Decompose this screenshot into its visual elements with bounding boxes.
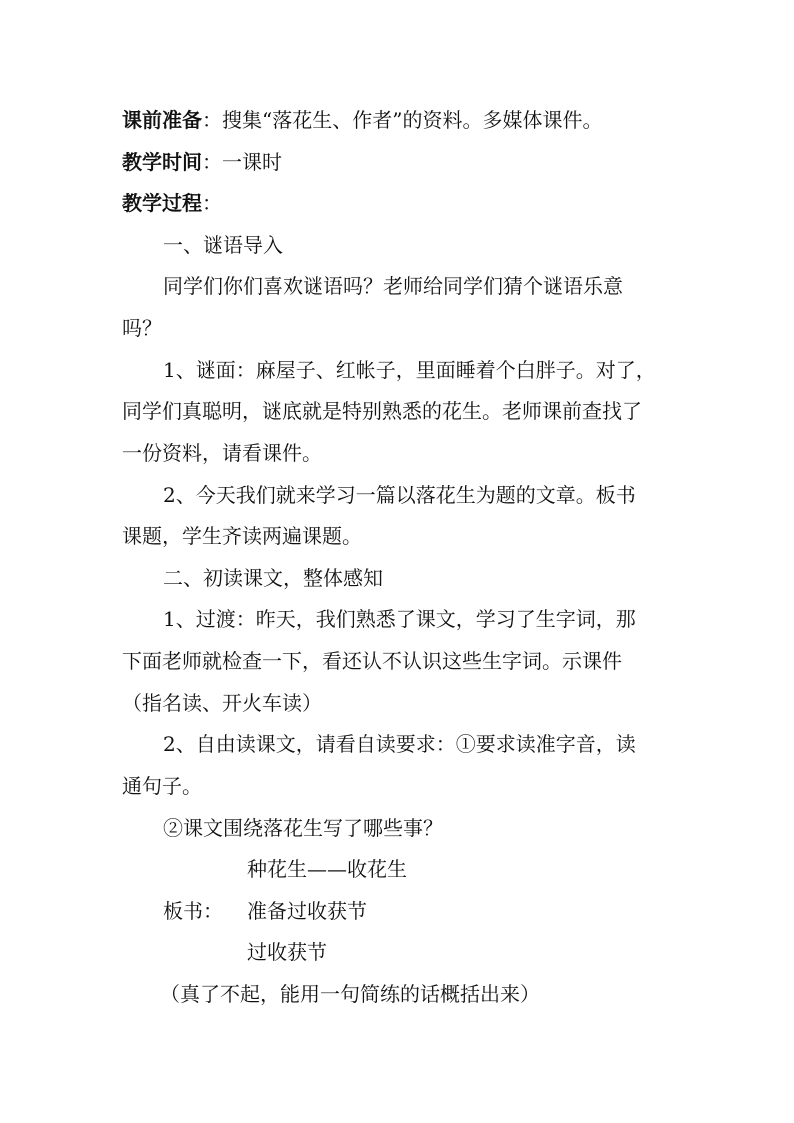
section2-p1-line2: 下面老师就检查一下，看还认不认识这些生字词。示课件 [122, 649, 622, 673]
board-item-1: 种花生——收花生 [247, 857, 407, 881]
section1-intro-line1: 同学们你们喜欢谜语吗？老师给同学们猜个谜语乐意 [163, 274, 623, 298]
prep-label: 课前准备 [122, 108, 202, 132]
section1-p2-line1: 2、今天我们就来学习一篇以落花生为题的文章。板书 [163, 483, 636, 507]
closing-remark: （真了不起，能用一句简练的话概括出来） [160, 982, 540, 1006]
section2-p1-line3: （指名读、开火车读） [122, 691, 322, 715]
time-text: ：一课时 [202, 150, 282, 174]
time-line [122, 149, 282, 175]
process-text: ： [202, 191, 222, 215]
section1-intro-line2: 吗？ [122, 316, 162, 340]
process-label: 教学过程 [122, 191, 202, 215]
section2-p2-line1: 2、自由读课文，请看自读要求：①要求读准字音，读 [163, 732, 636, 756]
prep-text: ：搜集“落花生、作者”的资料。多媒体课件。 [202, 108, 603, 132]
board-item-2: 准备过收获节 [247, 899, 367, 923]
board-label: 板书： [163, 899, 223, 923]
section2-p3: ②课文围绕落花生写了哪些事？ [163, 816, 443, 840]
section2-p2-line2: 通句子。 [122, 774, 202, 798]
section1-heading: 一、谜语导入 [163, 233, 283, 257]
time-label: 教学时间 [122, 150, 202, 174]
section1-p1-line3: 一份资料，请看课件。 [122, 441, 322, 465]
section2-heading: 二、初读课文，整体感知 [163, 566, 383, 590]
section2-p1-line1: 1、过渡：昨天，我们熟悉了课文，学习了生字词，那 [163, 607, 636, 631]
section1-p2-line2: 课题，学生齐读两遍课题。 [122, 524, 362, 548]
board-item-3: 过收获节 [247, 940, 327, 964]
process-line [122, 190, 222, 216]
prep-line [122, 107, 602, 133]
section1-p1-line2: 同学们真聪明，谜底就是特别熟悉的花生。老师课前查找了 [122, 399, 642, 423]
section1-p1-line1: 1、谜面：麻屋子、红帐子，里面睡着个白胖子。对了， [163, 358, 656, 382]
